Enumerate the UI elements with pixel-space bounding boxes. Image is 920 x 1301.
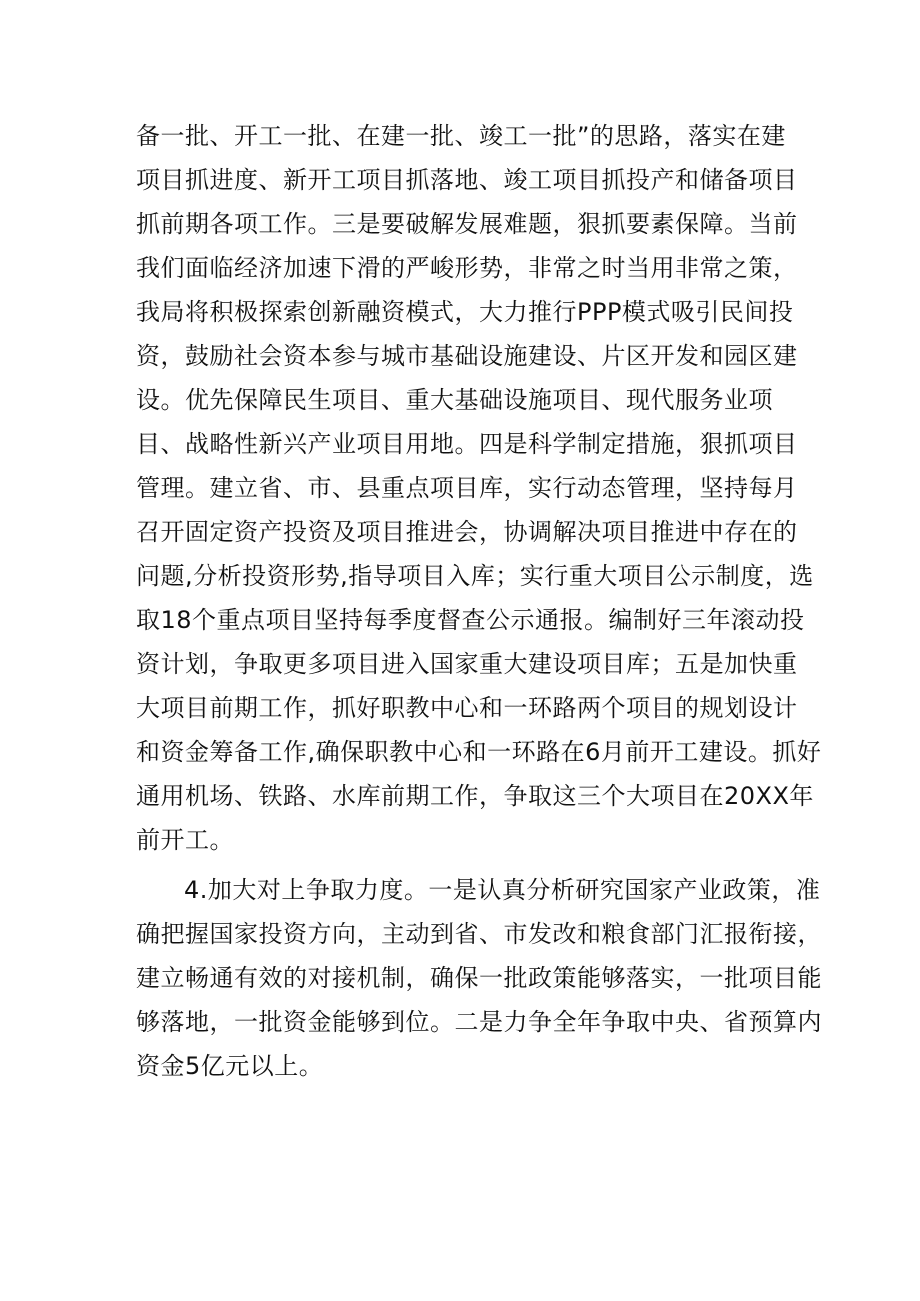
text-line: 取18个重点项目坚持每季度督查公示通报。编制好三年滚动投	[136, 606, 805, 634]
text-line: 项目抓进度、新开工项目抓落地、竣工项目抓投产和储备项目	[136, 166, 798, 194]
text-line: 前开工。	[136, 826, 234, 854]
text-line: 目、战略性新兴产业项目用地。四是科学制定措施，狠抓项目	[136, 430, 798, 458]
text-line: 建立畅通有效的对接机制，确保一批政策能够落实，一批项目能	[136, 964, 822, 992]
text-line: 问题,分析投资形势,指导项目入库；实行重大项目公示制度，选	[136, 562, 814, 590]
text-line: 我们面临经济加速下滑的严峻形势，非常之时当用非常之策，	[136, 254, 798, 282]
text-line: 确把握国家投资方向，主动到省、市发改和粮食部门汇报衔接，	[136, 920, 822, 948]
paragraph-4	[136, 868, 822, 1088]
text-line: 通用机场、铁路、水库前期工作，争取这三个大项目在20XX年	[136, 782, 814, 810]
text-line: 备一批、开工一批、在建一批、竣工一批”的思路，落实在建	[136, 122, 786, 150]
text-line: 资计划，争取更多项目进入国家重大建设项目库；五是加快重	[136, 650, 798, 678]
paragraph-continued	[136, 114, 822, 862]
text-line: 资金5亿元以上。	[136, 1052, 324, 1080]
text-line-first: 4.加大对上争取力度。一是认真分析研究国家产业政策，准	[184, 876, 821, 904]
text-line: 大项目前期工作，抓好职教中心和一环路两个项目的规划设计	[136, 694, 798, 722]
text-line: 抓前期各项工作。三是要破解发展难题，狠抓要素保障。当前	[136, 210, 798, 238]
text-line: 和资金筹备工作,确保职教中心和一环路在6月前开工建设。抓好	[136, 738, 822, 766]
text-line: 设。优先保障民生项目、重大基础设施项目、现代服务业项	[136, 386, 773, 414]
text-line: 我局将积极探索创新融资模式，大力推行PPP模式吸引民间投	[136, 298, 794, 326]
text-line: 资，鼓励社会资本参与城市基础设施建设、片区开发和园区建	[136, 342, 798, 370]
text-line: 管理。建立省、市、县重点项目库，实行动态管理，坚持每月	[136, 474, 798, 502]
text-line: 召开固定资产投资及项目推进会，协调解决项目推进中存在的	[136, 518, 798, 546]
document-body	[136, 114, 822, 1088]
text-line: 够落地，一批资金能够到位。二是力争全年争取中央、省预算内	[136, 1008, 822, 1036]
